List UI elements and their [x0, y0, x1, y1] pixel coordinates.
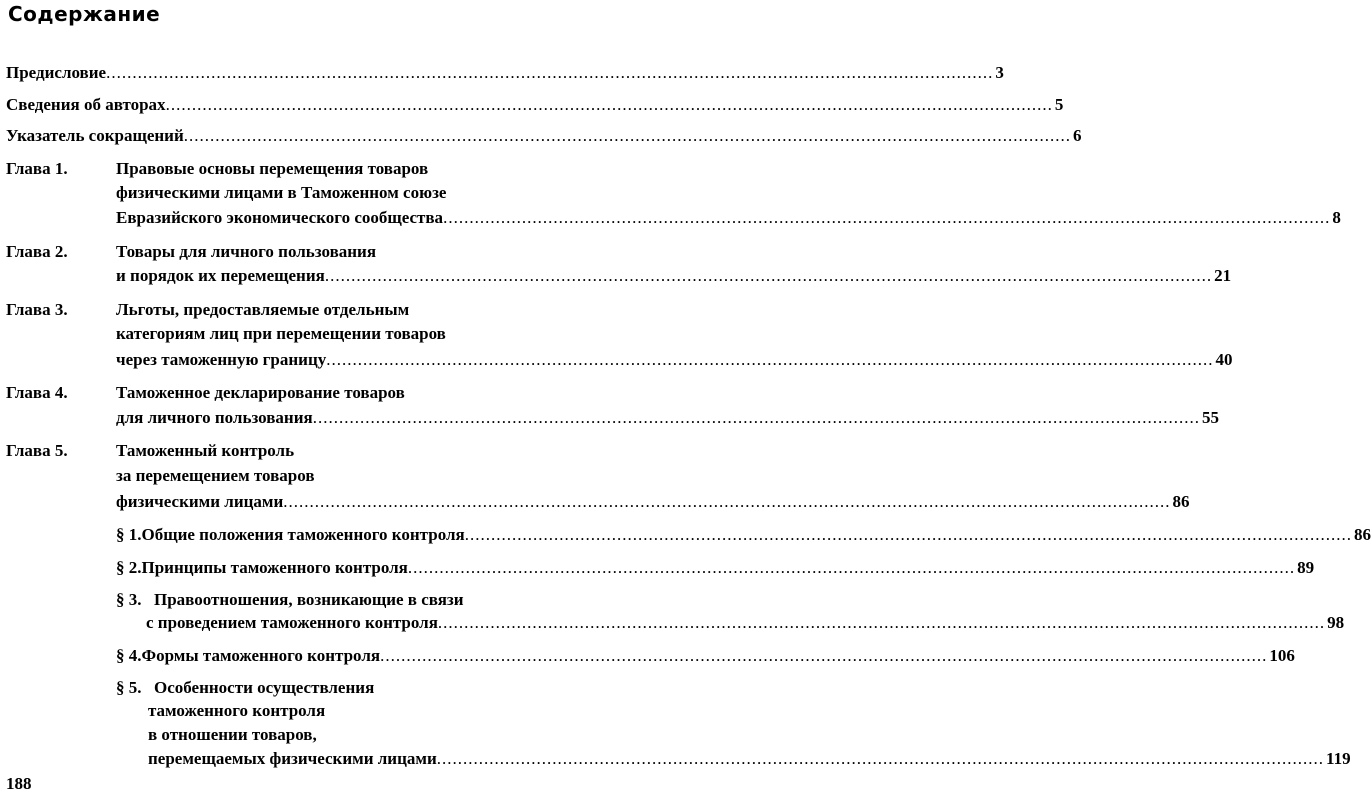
leader-dots	[166, 94, 1053, 116]
chapter-1-line-3	[116, 207, 1341, 229]
section-5-line-3	[148, 724, 317, 746]
chapter-label: Глава 1.	[6, 159, 68, 178]
chapter-title-line: и порядок их перемещения	[116, 266, 325, 285]
chapter-title-line: через таможенную границу	[116, 350, 327, 369]
toc-page-number: 3	[995, 63, 1004, 82]
section-title-line: Принципы таможенного контроля	[141, 558, 408, 577]
chapter-5-line-3	[116, 491, 1190, 513]
toc-page-number: 86	[1172, 492, 1190, 511]
toc-page-number: 6	[1073, 126, 1082, 145]
chapter-label: Глава 4.	[6, 383, 68, 402]
section-title-line: перемещаемых физическими лицами	[148, 749, 437, 768]
leader-dots	[437, 748, 1324, 770]
chapter-title-line: за перемещением товаров	[116, 466, 315, 485]
leader-dots	[438, 612, 1325, 634]
chapter-title-line: категориям лиц при перемещении товаров	[116, 324, 446, 343]
toc-page-number: 98	[1327, 613, 1345, 632]
chapter-title-line: для личного пользования	[116, 408, 313, 427]
section-label: § 3.	[116, 590, 142, 609]
chapter-title-line: физическими лицами в Таможенном союзе	[116, 183, 447, 202]
toc-entry-authors	[6, 94, 1064, 116]
leader-dots	[313, 407, 1200, 429]
section-label: § 4.	[116, 646, 142, 665]
toc-page-number: 55	[1201, 408, 1219, 427]
chapter-label: Глава 5.	[6, 441, 68, 460]
section-title-line: Правоотношения, возникающие в связи	[154, 590, 464, 609]
section-5-line-1	[116, 677, 374, 699]
toc-page-number: 86	[1353, 525, 1371, 544]
toc-entry-text: Предисловие	[6, 63, 107, 82]
chapter-5-line-2	[116, 465, 315, 487]
section-title-line: в отношении товаров,	[148, 725, 317, 744]
section-3-line-2	[146, 612, 1345, 634]
chapter-label: Глава 2.	[6, 242, 68, 261]
toc-page-number: 5	[1054, 95, 1064, 114]
chapter-title-line: Таможенное декларирование товаров	[116, 383, 405, 402]
chapter-3-line-1	[6, 299, 409, 321]
leader-dots	[380, 645, 1267, 667]
toc-entry-text: Сведения об авторах	[6, 95, 166, 114]
section-label: § 2.	[116, 558, 142, 577]
chapter-title-line: Правовые основы перемещения товаров	[116, 159, 429, 178]
section-3-line-1	[116, 589, 464, 611]
page-number: 188	[6, 774, 32, 793]
chapter-title-line: Евразийского экономического сообщества	[116, 208, 444, 227]
leader-dots	[283, 491, 1170, 513]
chapter-title-line: Льготы, предоставляемые отдельным	[116, 300, 410, 319]
toc-page-number: 21	[1214, 266, 1232, 285]
chapter-4-line-2	[116, 407, 1219, 429]
chapter-3-line-2	[116, 323, 446, 345]
section-title-line: Общие положения таможенного контроля	[141, 525, 465, 544]
section-5-line-2	[148, 700, 325, 722]
leader-dots	[408, 557, 1295, 579]
section-5-line-4	[148, 748, 1351, 770]
leader-dots	[184, 125, 1071, 147]
chapter-3-line-3	[116, 349, 1233, 371]
toc-heading: Содержание	[8, 2, 161, 26]
chapter-title-line: Таможенный контроль	[116, 441, 295, 460]
chapter-4-line-1	[6, 382, 405, 404]
chapter-2-line-2	[116, 265, 1232, 287]
section-label: § 5.	[116, 678, 142, 697]
leader-dots	[325, 265, 1212, 287]
chapter-5-line-1	[6, 440, 294, 462]
toc-page-number: 40	[1215, 350, 1233, 369]
toc-entry-preface	[6, 62, 1004, 84]
toc-page-number: 89	[1297, 558, 1315, 577]
section-title-line: с проведением таможенного контроля	[146, 613, 438, 632]
chapter-2-line-1	[6, 241, 376, 263]
toc-page-number: 119	[1326, 749, 1351, 768]
section-4-line-1	[116, 645, 1295, 667]
section-label: § 1.	[116, 525, 142, 544]
chapter-title-line: физическими лицами	[116, 492, 284, 511]
chapter-label: Глава 3.	[6, 300, 68, 319]
section-2-line-1	[116, 557, 1315, 579]
toc-entry-abbreviations	[6, 125, 1082, 147]
section-title-line: Особенности осуществления	[154, 678, 375, 697]
section-title-line: Формы таможенного контроля	[141, 646, 381, 665]
section-1-line-1	[116, 524, 1371, 546]
leader-dots	[106, 62, 993, 84]
toc-page-number: 8	[1332, 208, 1341, 227]
section-title-line: таможенного контроля	[148, 701, 326, 720]
chapter-1-line-1	[6, 158, 428, 180]
toc-entry-text: Указатель сокращений	[6, 126, 184, 145]
leader-dots	[326, 349, 1213, 371]
leader-dots	[465, 524, 1352, 546]
toc-page-number: 106	[1269, 646, 1295, 665]
chapter-title-line: Товары для личного пользования	[116, 242, 377, 261]
chapter-1-line-2	[116, 182, 446, 204]
leader-dots	[443, 207, 1330, 229]
